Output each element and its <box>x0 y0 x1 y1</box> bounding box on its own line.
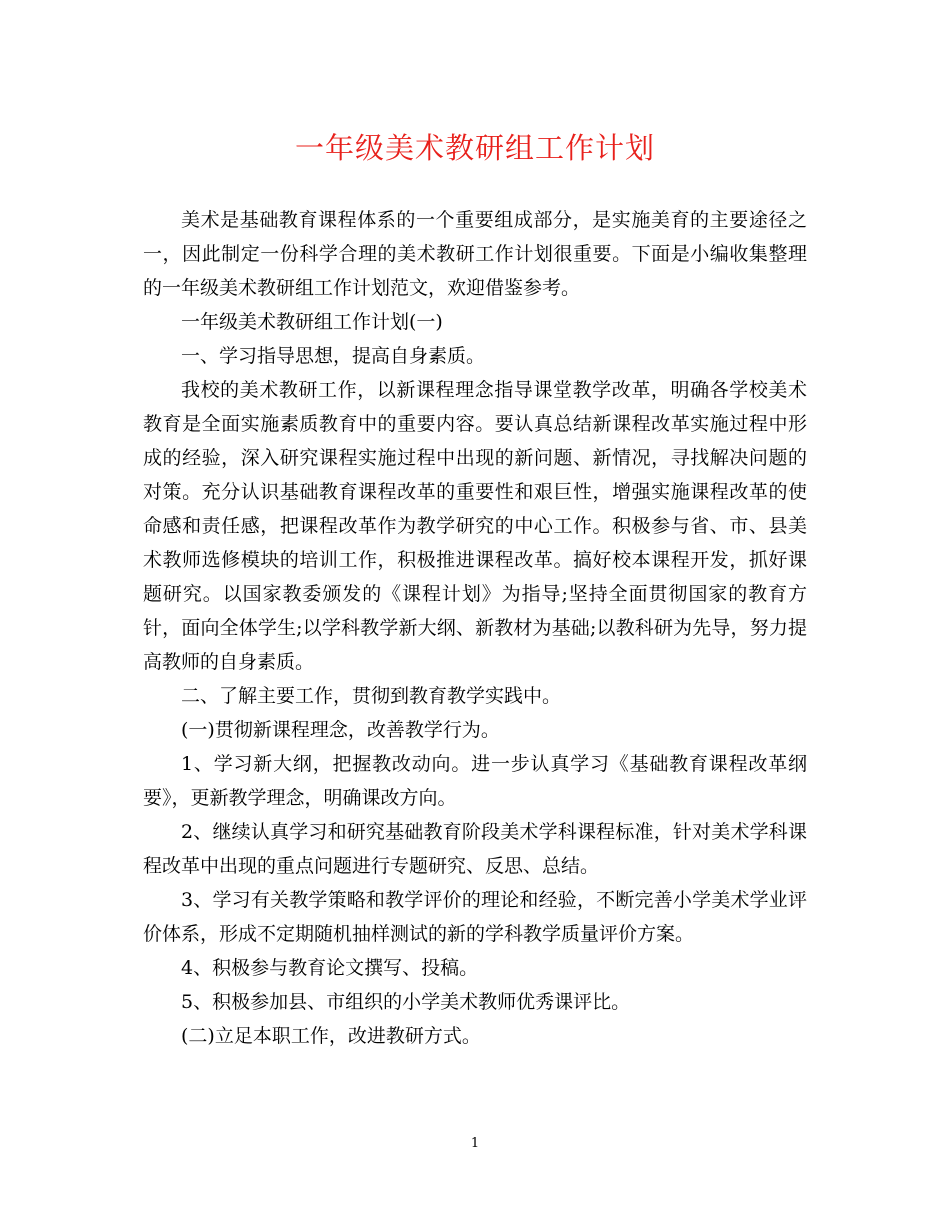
list-item-4: 4、积极参与教育论文撰写、投稿。 <box>181 957 479 979</box>
list-item-1: 1、学习新大纲，把握教改动向。进一步认真学习《基础教育课程改革纲要》，更新教学理念，明确课改方向。 <box>143 753 807 809</box>
section-1-paragraph: 我校的美术教研工作，以新课程理念指导课堂教学改革，明确各学校美术教育是全面实施素质教育中的重要内容。要认真总结新课程改革实施过程中形成的经验，深入研究课程实施过程中出现的新问题、新情况，寻找解决问题的对策。充分认识基础教育课程改革的重要性和艰巨性，增强实施课程改革的使命感和责任感，把课程改革作为教学研究的中心工作。积极参与省、市、县美术教师选修模块的培训工作，积极推进课程改革。搞好校本课程开发，抓好课题研究。以国家教委颁发的《课程计划》为指导;坚持全面贯彻国家的教育方针，面向全体学生;以学科教学新大纲、新教材为基础;以教科研为先导，努力提高教师的自身素质。 <box>143 379 807 673</box>
list-item-2: 2、继续认真学习和研究基础教育阶段美术学科课程标准，针对美术学科课程改革中出现的重点问题进行专题研究、反思、总结。 <box>143 821 807 877</box>
subsection-heading-1: (一)贯彻新课程理念，改善教学行为。 <box>181 719 500 741</box>
plan-heading: 一年级美术教研组工作计划(一) <box>181 311 443 333</box>
document-body <box>143 203 807 1053</box>
subsection-heading-2: (二)立足本职工作，改进教研方式。 <box>181 1025 481 1047</box>
intro-paragraph: 美术是基础教育课程体系的一个重要组成部分，是实施美育的主要途径之一，因此制定一份科学合理的美术教研工作计划很重要。下面是小编收集整理的一年级美术教研组工作计划范文，欢迎借鉴参考。 <box>143 209 807 299</box>
section-heading-1: 一、学习指导思想，提高自身素质。 <box>181 345 486 367</box>
list-item-3: 3、学习有关教学策略和教学评价的理论和经验，不断完善小学美术学业评价体系，形成不定期随机抽样测试的新的学科教学质量评价方案。 <box>143 889 807 945</box>
list-item-5: 5、积极参加县、市组织的小学美术教师优秀课评比。 <box>181 991 631 1013</box>
page-number: 1 <box>470 1136 480 1151</box>
section-heading-2: 二、了解主要工作，贯彻到教育教学实践中。 <box>181 685 562 707</box>
document-title: 一年级美术教研组工作计划 <box>294 131 655 165</box>
